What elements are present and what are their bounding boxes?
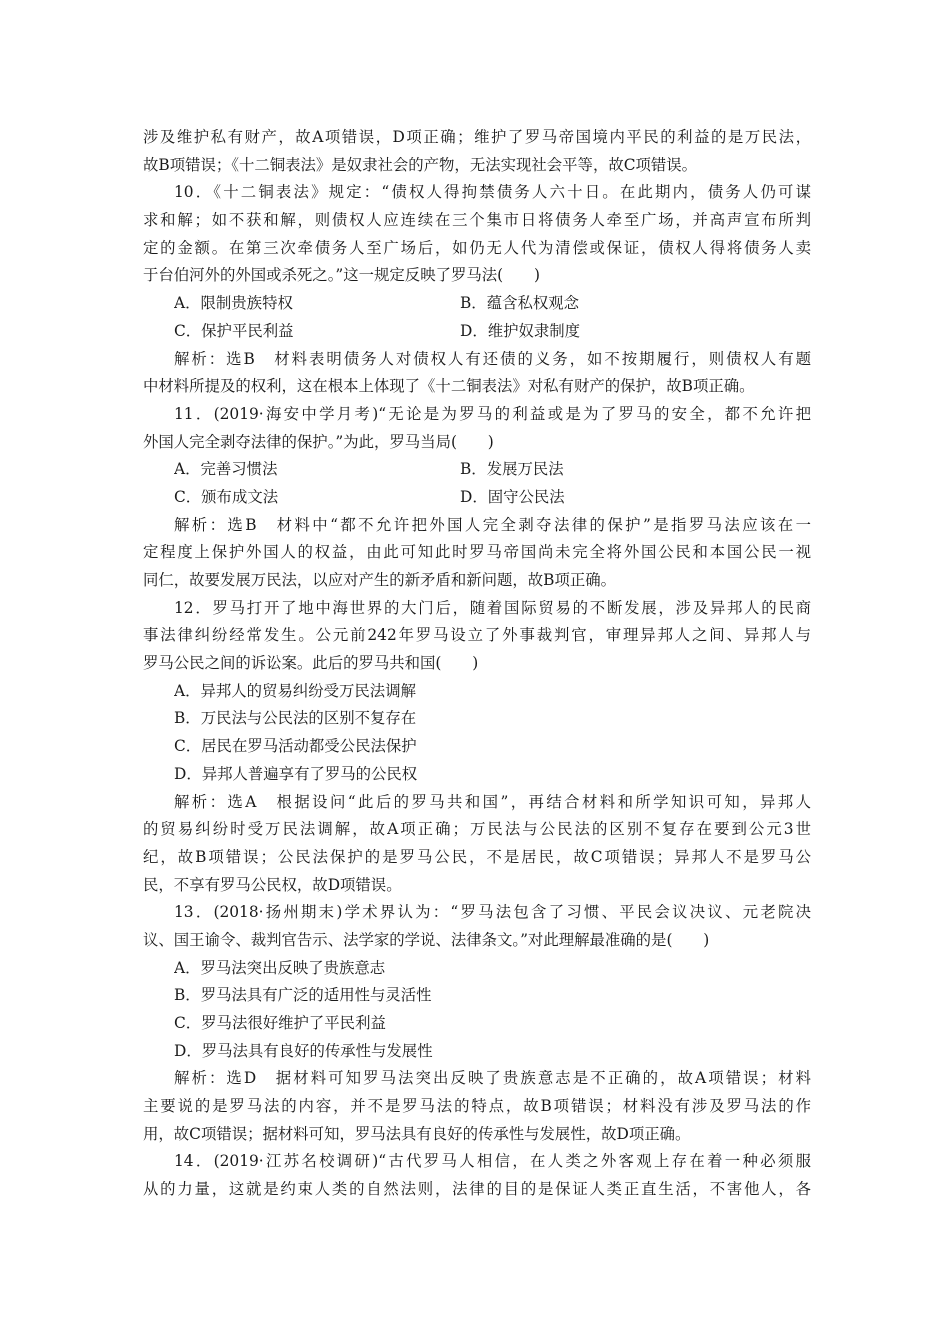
option-b: B．发展万民法 — [460, 460, 564, 479]
question-12-analysis: 的贸易纠纷时受万民法调解，故A项正确；万民法与公民法的区别不复存在要到公元3世 — [143, 820, 811, 839]
question-10-text: 10．《十二铜表法》规定：“债权人得拘禁债务人六十日。在此期内，债务人仍可谋 — [174, 183, 811, 202]
question-10-analysis: 解析：选B 材料表明债务人对债权人有还债的义务，如不按期履行，则债权人有题 — [174, 349, 811, 368]
question-11-analysis: 定程度上保护外国人的权益，由此可知此时罗马帝国尚未完全将外国公民和本国公民一视 — [143, 543, 811, 562]
question-13-analysis: 主要说的是罗马法的内容，并不是罗马法的特点，故B项错误；材料没有涉及罗马法的作 — [143, 1097, 811, 1116]
option-a: A．异邦人的贸易纠纷受万民法调解 — [174, 681, 416, 700]
option-c: C．罗马法很好维护了平民利益 — [174, 1014, 386, 1032]
question-12-analysis: 纪，故B项错误；公民法保护的是罗马公民，不是居民，故C项错误；异邦人不是罗马公 — [143, 847, 811, 866]
intro-line: 涉及维护私有财产，故A项错误，D项正确；维护了罗马帝国境内平民的利益的是万民法， — [143, 128, 811, 146]
question-10-options-row — [174, 318, 811, 346]
option-c: C．居民在罗马活动都受公民法保护 — [174, 737, 417, 756]
option-a: A．罗马法突出反映了贵族意志 — [174, 958, 386, 977]
question-12-analysis: 解析：选A 根据设问“此后的罗马共和国”，再结合材料和所学知识可知，异邦人 — [174, 792, 811, 811]
question-13-analysis: 用，故C项错误；据材料可知，罗马法具有良好的传承性与发展性，故D项正确。 — [143, 1124, 691, 1143]
question-10-text: 定的金额。在第三次牵债务人至广场后，如仍无人代为清偿或保证，债权人得将债务人卖 — [143, 238, 811, 257]
question-13-text: 13．(2018·扬州期末)学术界认为：“罗马法包含了习惯、平民会议决议、元老院决 — [174, 903, 811, 922]
option-d: D．异邦人普遍享有了罗马的公民权 — [174, 764, 418, 783]
option-d: D．固守公民法 — [460, 487, 565, 506]
option-b: B．蕴含私权观念 — [460, 294, 580, 313]
question-11-analysis: 解析：选B 材料中“都不允许把外国人完全剥夺法律的保护”是指罗马法应该在一 — [174, 515, 811, 534]
question-13-analysis: 解析：选D 据材料可知罗马法突出反映了贵族意志是不正确的，故A项错误；材料 — [174, 1069, 811, 1088]
option-a: A．限制贵族特权 — [174, 294, 293, 313]
option-c: C．保护平民利益 — [174, 321, 294, 340]
question-12-text: 12．罗马打开了地中海世界的大门后，随着国际贸易的不断发展，涉及异邦人的民商 — [174, 598, 811, 617]
option-b: B．罗马法具有广泛的适用性与灵活性 — [174, 986, 432, 1005]
question-11-options-row — [174, 484, 811, 512]
question-12-text: 罗马公民之间的诉讼案。此后的罗马共和国( ) — [143, 654, 479, 673]
intro-line: 故B项错误；《十二铜表法》是奴隶社会的产物，无法实现社会平等，故C项错误。 — [143, 155, 698, 174]
question-10-text: 求和解；如不获和解，则债权人应连续在三个集市日将债务人牵至广场，并高声宣布所判 — [143, 211, 811, 230]
option-c: C．颁布成文法 — [174, 487, 279, 506]
question-10-analysis: 中材料所提及的权利，这在根本上体现了《十二铜表法》对私有财产的保护，故B项正确。 — [143, 377, 755, 396]
question-13-text: 议、国王谕令、裁判官告示、法学家的学说、法律条文。”对此理解最准确的是( ) — [143, 930, 710, 949]
question-10-text: 于台伯河外的外国或杀死之。”这一规定反映了罗马法( ) — [143, 266, 540, 285]
question-11-options-row — [174, 456, 811, 484]
question-11-text: 外国人完全剥夺法律的保护。”为此，罗马当局( ) — [143, 432, 494, 451]
question-12-analysis: 民，不享有罗马公民权，故D项错误。 — [143, 875, 402, 894]
option-d: D．罗马法具有良好的传承性与发展性 — [174, 1041, 433, 1060]
question-11-text: 11．(2019·海安中学月考)“无论是为罗马的利益或是为了罗马的安全，都不允许把 — [174, 404, 811, 423]
option-d: D．维护奴隶制度 — [460, 321, 581, 340]
question-12-text: 事法律纠纷经常发生。公元前242年罗马设立了外事裁判官，审理异邦人之间、异邦人与 — [143, 626, 811, 645]
question-11-analysis: 同仁，故要发展万民法，以应对产生的新矛盾和新问题，故B项正确。 — [143, 571, 617, 589]
question-14-text: 从的力量，这就是约束人类的自然法则，法律的目的是保证人类正直生活，不害他人，各 — [143, 1180, 811, 1199]
question-10-options-row — [174, 290, 811, 318]
option-b: B．万民法与公民法的区别不复存在 — [174, 709, 417, 728]
question-14-text: 14．(2019·江苏名校调研)“古代罗马人相信，在人类之外客观上存在着一种必须服 — [174, 1152, 811, 1171]
option-a: A．完善习惯法 — [174, 460, 278, 479]
